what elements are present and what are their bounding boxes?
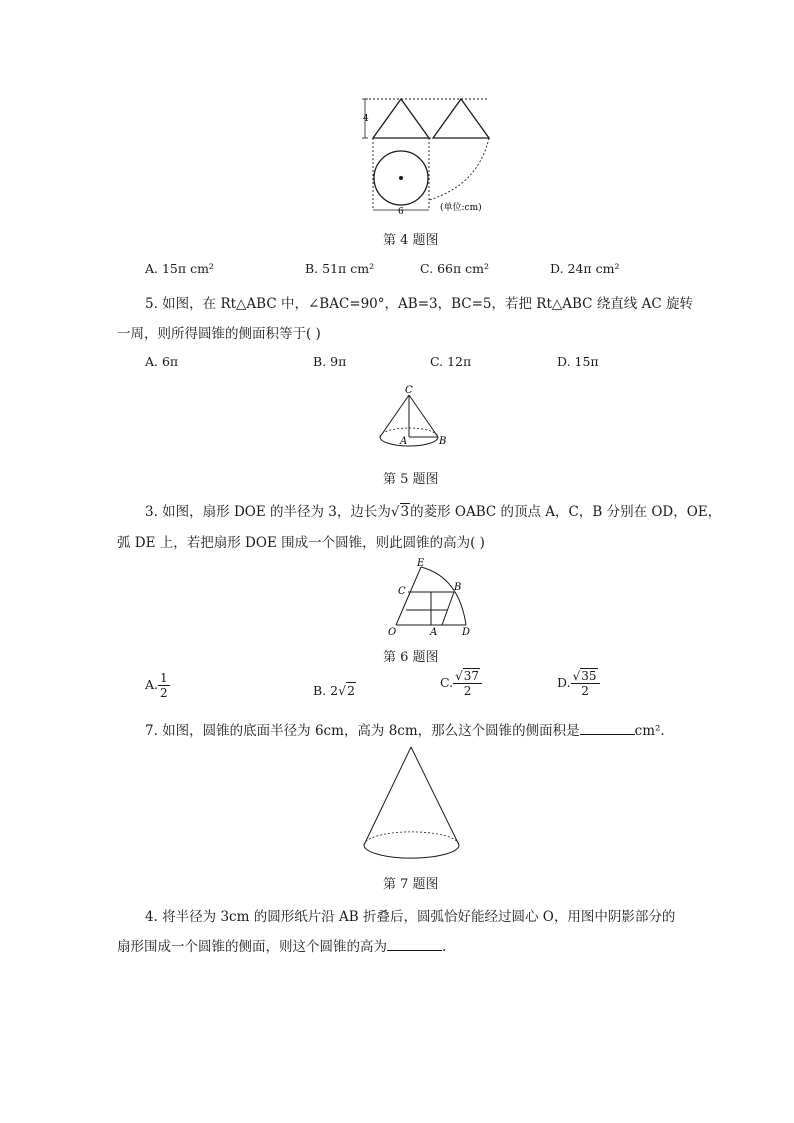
fig5-label-b: B	[439, 436, 447, 447]
q6-option-a-prefix: A.	[145, 677, 159, 692]
q6-option-c	[440, 670, 482, 697]
cone-net-triangle-left	[373, 99, 429, 138]
q8-answer-blank[interactable]	[387, 938, 442, 951]
q7-stem: 7. 如图，圆锥的底面半径为 6cm，高为 8cm，那么这个圆锥的侧面积是	[145, 723, 580, 739]
figure-6	[385, 558, 475, 640]
figure-7	[358, 740, 468, 865]
fig6-label-b: B	[454, 582, 462, 593]
fig4-dim-height: 4	[363, 114, 369, 124]
q6-option-c-radicand: 37	[463, 669, 480, 683]
q5-option-b: B. 9π	[313, 354, 347, 369]
sqrt-sign: √	[390, 504, 400, 520]
q8-line2	[117, 935, 446, 955]
q6-option-d-radicand: 35	[581, 669, 597, 683]
q6-option-c-fraction	[453, 670, 482, 697]
q6-option-c-den: 2	[463, 684, 472, 698]
q6-option-b	[313, 683, 356, 698]
q6-option-c-num: √37	[453, 670, 482, 684]
q4-option-b: B. 51π cm²	[305, 261, 375, 276]
fig6-label-o: O	[388, 627, 397, 638]
q7-unit: cm².	[634, 723, 665, 739]
q6-option-b-sqrt: 2	[347, 683, 356, 698]
q6-option-a	[145, 672, 170, 699]
q5-option-a: A. 6π	[145, 354, 179, 369]
fig6-label-e: E	[417, 558, 425, 569]
q6-option-d	[557, 670, 600, 697]
q6-option-c-prefix: C.	[440, 675, 454, 690]
q6-option-b-prefix: B. 2	[313, 683, 339, 698]
q5-line2: 一周，则所得圆锥的侧面积等于( )	[117, 326, 321, 342]
figure-4	[355, 94, 505, 218]
q8-stem: 扇形围成一个圆锥的侧面，则这个圆锥的高为	[117, 939, 387, 955]
q6-option-d-den: 2	[581, 684, 589, 698]
fig4-unit-note: (单位:cm)	[440, 203, 482, 213]
q4-option-c: C. 66π cm²	[420, 261, 490, 276]
q6-line2: 弧 DE 上，若把扇形 DOE 围成一个圆锥，则此圆锥的高为( )	[117, 535, 485, 551]
cone-net-triangle-right	[433, 99, 489, 138]
q4-option-a: A. 15π cm²	[145, 261, 214, 276]
q8-end: .	[442, 939, 447, 955]
q6-option-a-num: 1	[160, 671, 168, 685]
fig6-label-c: C	[398, 586, 406, 597]
fig4-dim-width: 6	[398, 207, 404, 217]
fig6-caption: 第 6 题图	[383, 650, 439, 665]
fig5-label-c: C	[405, 385, 413, 396]
q5-option-d: D. 15π	[557, 354, 599, 369]
fig5-caption: 第 5 题图	[383, 472, 439, 487]
q6-line1-part2: 的菱形 OABC 的顶点 A，C，B 分别在 OD，OE，	[410, 504, 722, 520]
q6-option-d-fraction	[571, 670, 600, 697]
q8-line1: 4. 将半径为 3cm 的圆形纸片沿 AB 折叠后，圆弧恰好能经过圆心 O，用图中阴影部分的	[145, 909, 676, 925]
q6-option-a-fraction	[158, 672, 170, 699]
fig4-caption: 第 4 题图	[383, 233, 439, 248]
q5-option-c: C. 12π	[430, 354, 472, 369]
q6-option-d-prefix: D.	[557, 675, 571, 690]
q5-line1: 5. 如图，在 Rt△ABC 中，∠BAC=90°，AB=3，BC=5，若把 Rt△ABC 绕直线 AC 旋转	[145, 296, 693, 312]
sqrt-sign: √	[338, 683, 347, 698]
fig7-caption: 第 7 题图	[383, 877, 439, 892]
figure-5	[370, 383, 450, 448]
q6-line1-sqrt: 3	[400, 504, 410, 520]
q6-option-d-num: √35	[571, 670, 600, 684]
q6-line1-part1: 3. 如图，扇形 DOE 的半径为 3，边长为	[145, 504, 391, 520]
q6-line1	[145, 500, 721, 520]
q6-option-a-den: 2	[160, 686, 168, 700]
fig5-label-a: A	[400, 436, 408, 447]
fig6-label-d: D	[462, 627, 471, 638]
q4-option-d: D. 24π cm²	[550, 261, 620, 276]
fig6-label-a: A	[430, 627, 438, 638]
q7-text	[145, 719, 665, 739]
q7-answer-blank[interactable]	[580, 722, 635, 735]
